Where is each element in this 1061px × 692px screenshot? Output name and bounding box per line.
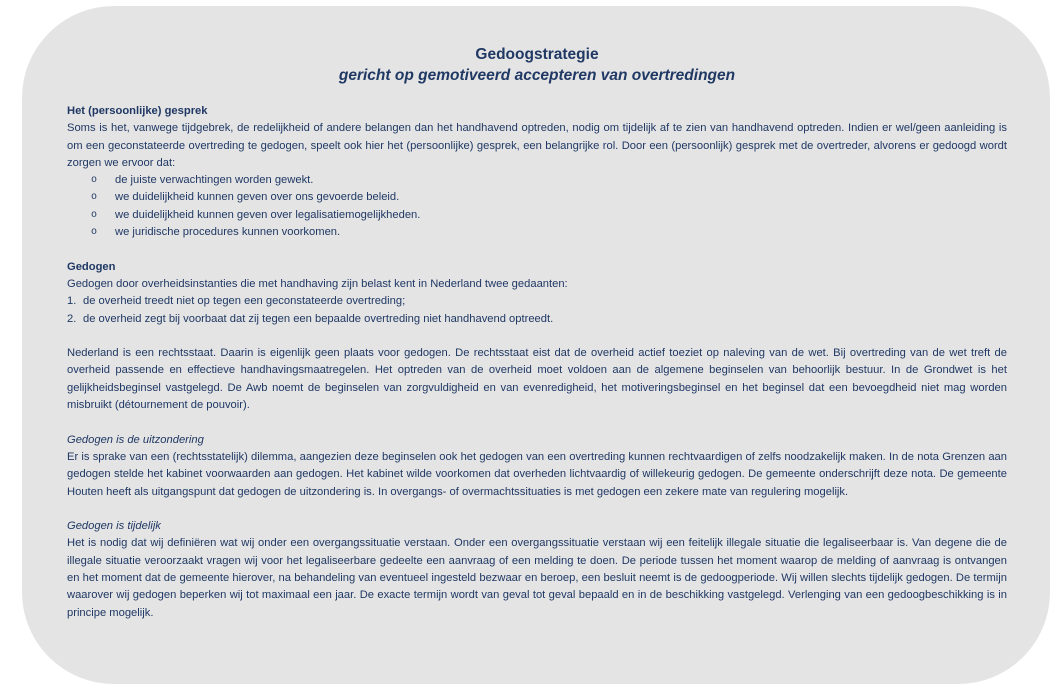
section-paragraph-rechtsstaat: Nederland is een rechtsstaat. Daarin is eigenlijk geen plaats voor gedogen. De rechtsstaat eist dat de overheid actief toeziet op naleving van de wet. Bij overtreding van de wet treft de overheid passende en effectieve handhavingsmaatregelen. Het optreden van de overheid moet voldoen aan de algemene beginselen van behoorlijk bestuur. In de Grondwet is het gelijkheidsbeginsel vastgelegd. De Awb noemt de beginselen van zorgvuldigheid en van evenredigheid, het motiveringsbeginsel en het beginsel dat een bevoegdheid niet mag worden misbruikt (détournement de pouvoir). xyxy=(67,347,1007,412)
spacer xyxy=(67,414,1007,431)
section-text-uitzondering: Er is sprake van een (rechtsstatelijk) dilemma, aangezien deze beginselen ook het gedogen van een overtreding kunnen rechtvaardigen of zelfs noodzakelijk maken. In de nota Grenzen aan gedogen stelde het kabinet voorwaarden aan gedogen. Het kabinet wilde voorkomen dat overheden lichtvaardig of willekeurig gedogen. De gemeente onderschrijft deze nota. De gemeente Houten heeft als uitgangspunt dat gedogen de uitzondering is. In overgangs- of overmachtssituaties is met gedogen een zekere mate van regulering mogelijk. xyxy=(67,450,1007,498)
list-item: o de juiste verwachtingen worden gewekt. xyxy=(67,172,1007,189)
section-text-gesprek: Soms is het, vanwege tijdgebrek, de redelijkheid of andere belangen dan het handhavend optreden, nodig om tijdelijk af te zien van handhavend optreden. Indien er wel/geen aanleiding is om een geconstateerde overtreding te gedogen, speelt ook hier het (persoonlijke) gesprek, een belangrijke rol. Door een (persoonlijk) gesprek met de overtreder, alvorens er gedoogd wordt zorgen we ervoor dat: xyxy=(67,122,1007,169)
document-subtitle: gericht op gemotiveerd accepteren van overtredingen xyxy=(338,67,736,84)
list-item: o we duidelijkheid kunnen geven over ons gevoerde beleid. xyxy=(67,189,1007,206)
section-heading-uitzondering: Gedogen is de uitzondering xyxy=(67,433,204,446)
bullet-list xyxy=(67,172,1007,241)
section-text-tijdelijk: Het is nodig dat wij definiëren wat wij onder een overgangssituatie verstaan. Onder een overgangssituatie verstaan wij een feitelijk illegale situatie die legaliseerbaar is. Van degene die de illegale situatie veroorzaakt vragen wij voor het legaliseerbare gedeelte een aanvraag of een melding te doen. De periode tussen het moment waarop de melding of aanvraag is ontvangen en het moment dat de gemeente hierover, na behandeling van eventueel ingesteld bezwaar en beroep, een besluit neemt is de gedoogperiode. Wij willen slechts tijdelijk gedogen. De termijn waarover wij gedogen beperken wij tot maximaal een jaar. De exacte termijn wordt van geval tot geval bepaald en in de beschikking vastgelegd. Verlenging van een gedoogbeschikking is in principe mogelijk. xyxy=(67,537,1007,619)
section-intro-gedogen: Gedogen door overheidsinstanties die met handhaving zijn belast kent in Nederland twee gedaanten: xyxy=(67,277,568,290)
spacer xyxy=(67,241,1007,258)
list-item: o we duidelijkheid kunnen geven over legalisatiemogelijkheden. xyxy=(67,207,1007,224)
bullet-marker: o xyxy=(91,227,98,239)
list-number: 1. xyxy=(67,295,77,308)
document-content xyxy=(67,45,1007,622)
section-heading-gesprek: Het (persoonlijke) gesprek xyxy=(67,105,208,117)
numbered-list xyxy=(67,293,1007,328)
list-item: o we juridische procedures kunnen voorkomen. xyxy=(67,224,1007,241)
bullet-marker: o xyxy=(91,209,98,221)
spacer xyxy=(67,501,1007,518)
bullet-marker: o xyxy=(91,175,98,187)
document-title: Gedoogstrategie xyxy=(475,46,599,63)
spacer xyxy=(67,328,1007,345)
section-heading-tijdelijk: Gedogen is tijdelijk xyxy=(67,520,161,533)
list-item: 2. de overheid zegt bij voorbaat dat zij tegen een bepaalde overtreding niet handhavend optreedt. xyxy=(67,311,1007,328)
list-item: 1. de overheid treedt niet op tegen een geconstateerde overtreding; xyxy=(67,293,1007,310)
section-heading-gedogen: Gedogen xyxy=(67,260,116,273)
bullet-marker: o xyxy=(91,192,98,204)
list-number: 2. xyxy=(67,312,77,325)
